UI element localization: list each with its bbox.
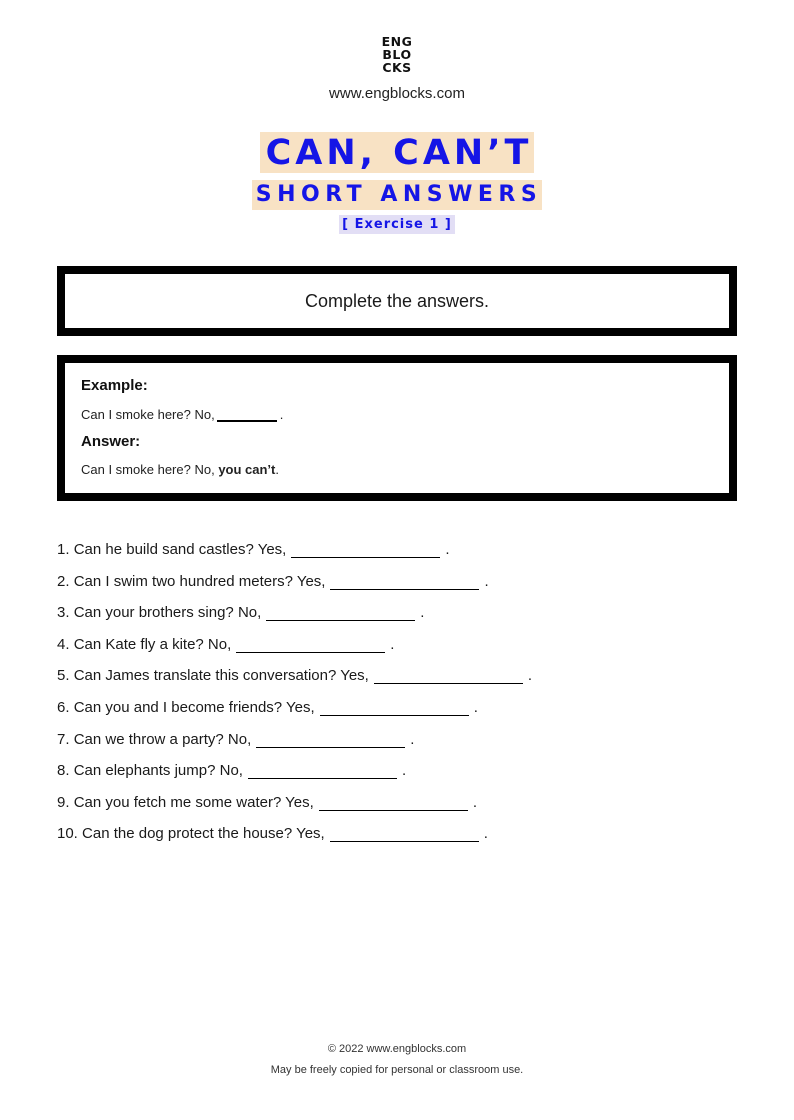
question-text: Can Kate fly a kite? No, <box>73 635 232 653</box>
question-item <box>57 538 757 570</box>
question-text: Can he build sand castles? Yes, <box>73 541 287 558</box>
example-answer-prefix: Can I smoke here? No, <box>81 462 215 477</box>
question-number: 9. <box>57 793 70 811</box>
answer-heading: Answer: <box>81 433 141 450</box>
example-blank <box>217 420 277 422</box>
exercise-tag-container <box>0 215 794 234</box>
answer-blank[interactable] <box>320 699 469 716</box>
question-item <box>57 696 757 728</box>
question-item <box>57 759 757 791</box>
question-text: Can we throw a party? No, <box>73 730 252 748</box>
instructions-text: Complete the answers. <box>304 291 490 311</box>
question-end: . <box>390 635 395 653</box>
question-number: 5. <box>57 667 70 685</box>
question-item <box>57 664 757 696</box>
question-end: . <box>483 825 488 843</box>
question-item <box>57 728 757 760</box>
subtitle-container <box>0 180 794 210</box>
question-number: 7. <box>57 730 70 748</box>
worksheet-subtitle: SHORT ANSWERS <box>252 180 542 210</box>
question-end: . <box>401 762 407 780</box>
question-number: 10. <box>57 825 78 843</box>
title-container <box>0 132 794 173</box>
question-text: Can you fetch me some water? Yes, <box>73 793 314 811</box>
worksheet-title: CAN, CAN’T <box>260 132 535 173</box>
question-text: Can the dog protect the house? Yes, <box>82 825 325 843</box>
answer-blank[interactable] <box>266 604 415 621</box>
example-answer-bold: you can’t <box>218 462 276 477</box>
question-end: . <box>420 604 425 622</box>
instructions-box <box>57 266 737 336</box>
example-heading: Example: <box>81 377 148 394</box>
question-number: 6. <box>57 698 70 716</box>
question-number: 4. <box>57 635 70 653</box>
question-item <box>57 601 757 633</box>
example-question-text: Can I smoke here? No, <box>81 407 215 422</box>
question-item <box>57 633 757 665</box>
answer-blank[interactable] <box>256 731 405 748</box>
example-answer <box>81 462 279 477</box>
question-list <box>57 538 757 854</box>
answer-blank[interactable] <box>319 794 468 811</box>
question-end: . <box>473 698 478 716</box>
example-answer-end: . <box>275 462 280 477</box>
example-box <box>57 355 737 501</box>
example-question <box>81 407 283 422</box>
answer-blank[interactable] <box>236 636 385 653</box>
footer-copyright: © 2022 www.engblocks.com <box>327 1043 467 1055</box>
example-question-end: . <box>279 407 284 422</box>
question-end: . <box>527 667 533 685</box>
footer-license: May be freely copied for personal or classroom use. <box>270 1064 524 1076</box>
question-text: Can James translate this conversation? Yes, <box>73 667 369 685</box>
site-url: www.engblocks.com <box>329 85 465 102</box>
question-text: Can you and I become friends? Yes, <box>73 698 315 716</box>
answer-blank[interactable] <box>330 573 479 590</box>
answer-blank[interactable] <box>248 762 397 779</box>
exercise-tag: [ Exercise 1 ] <box>339 215 455 234</box>
question-number: 3. <box>57 604 70 622</box>
answer-blank[interactable] <box>291 541 440 558</box>
logo-line-2: BLO <box>382 47 412 62</box>
answer-blank[interactable] <box>330 825 479 842</box>
question-text: Can elephants jump? No, <box>73 762 243 780</box>
question-item <box>57 822 757 854</box>
question-number: 1. <box>57 541 70 558</box>
logo-line-1: ENG <box>381 34 413 49</box>
question-end: . <box>445 541 450 558</box>
question-item <box>57 791 757 823</box>
question-end: . <box>472 793 477 811</box>
question-end: . <box>410 730 415 748</box>
question-number: 2. <box>57 572 70 590</box>
logo-line-3: CKS <box>382 60 412 75</box>
question-text: Can I swim two hundred meters? Yes, <box>73 572 326 590</box>
engblocks-logo <box>0 36 794 75</box>
question-text: Can your brothers sing? No, <box>73 604 262 622</box>
question-number: 8. <box>57 762 70 780</box>
question-item <box>57 570 757 602</box>
answer-blank[interactable] <box>374 667 523 684</box>
question-end: . <box>484 572 489 590</box>
